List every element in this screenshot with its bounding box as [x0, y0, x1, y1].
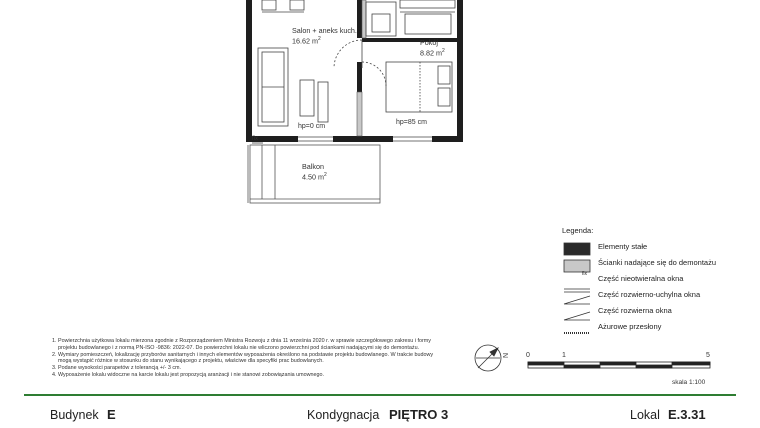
sill-height-right: hp=85 cm	[396, 119, 427, 126]
scale-tick-5: 5	[706, 352, 710, 359]
scale-tick-0: 0	[526, 352, 530, 359]
pokoj-name: Pokój	[420, 38, 438, 47]
right-wall	[457, 0, 463, 142]
balkon-area: 4.50 $m^2$	[302, 172, 327, 182]
bottom-wall-right	[432, 136, 463, 142]
note-1: 1. Powierzchnia użytkowa lokalu mierzona zgodnie z Rozporządzeniem Ministra Rozwoju z dnia 11 września 2020 r. w sprawie szczegółowego zakresu i formy projektu budowlanego i z normą PN-ISO -9836: 2022-07. Do powierzchni lokalu nie wliczono powierzchni pod ściankami nadającymi się do demontażu.	[58, 338, 448, 352]
pokoj-label	[420, 38, 445, 57]
salon-furniture	[258, 0, 362, 126]
unit-value: E.3.31	[668, 407, 706, 422]
balkon-name: Balkon	[302, 162, 324, 171]
scale-label: skala 1:100	[672, 379, 706, 386]
scale-bar	[528, 362, 710, 368]
legend-item-casement-window: Część rozwierna okna	[598, 306, 672, 315]
bottom-wall-mid	[333, 136, 393, 142]
north-label: N	[503, 352, 511, 359]
partition-upper	[357, 0, 362, 38]
fix-label: fix	[252, 136, 258, 142]
balkon-label	[302, 162, 327, 181]
building-value: E	[107, 407, 116, 422]
salon-name: Salon + aneks kuch.	[292, 26, 357, 35]
legend-title: Legenda:	[562, 226, 594, 235]
sill-height-left: hp=0 cm	[298, 123, 326, 130]
legend	[562, 226, 752, 336]
scale-tick-1: 1	[562, 352, 566, 359]
bed	[362, 62, 452, 112]
legend-item-tilt-turn-window: Część rozwierno-uchylna okna	[598, 290, 701, 299]
footer-divider	[24, 394, 736, 396]
note-2: 2. Wymiary pomieszczeń, lokalizację przyborów sanitarnych i innych elementów wyposażenia określono na podstawie projektu budowlanego. W trakcie budowy mogą wystąpić różnice w stosunku do stanu wynikającego z projektu, właściwe dla specyfiki prac budowlanych.	[58, 352, 448, 366]
left-wall	[246, 0, 252, 142]
legend-item-demountable: Ścianki nadające się do demontażu	[598, 258, 716, 267]
unit-label: Lokal	[630, 408, 660, 422]
footer	[0, 394, 760, 428]
salon-label	[292, 26, 357, 45]
apartment-walls	[246, 0, 463, 142]
notes	[50, 338, 448, 379]
note-4: 4. Wyposażenie lokalu widoczne na karcie lokalu jest propozycją aranżacji i nie stanowi zobowiązania umownego.	[58, 372, 448, 379]
floor-label: Kondygnacja	[307, 408, 380, 422]
legend-item-fixed-elements: Elementy stałe	[598, 242, 648, 251]
salon-area: 16.62 $m^2$	[292, 36, 321, 46]
note-3: 3. Podane wysokości parapetów z tolerancją +/- 3 cm.	[58, 365, 448, 372]
legend-item-openwork-screen: Ażurowe przesłony	[598, 322, 662, 331]
floor-value: PIĘTRO 3	[389, 407, 449, 422]
partition-lower	[357, 62, 362, 92]
bathroom	[366, 0, 455, 36]
pokoj-area: 8.82 $m^2$	[420, 48, 445, 58]
north-arrow	[475, 345, 501, 371]
building-label: Budynek	[50, 408, 99, 422]
legend-item-fixed-window: fix Część nieotwieralna okna	[582, 271, 684, 283]
